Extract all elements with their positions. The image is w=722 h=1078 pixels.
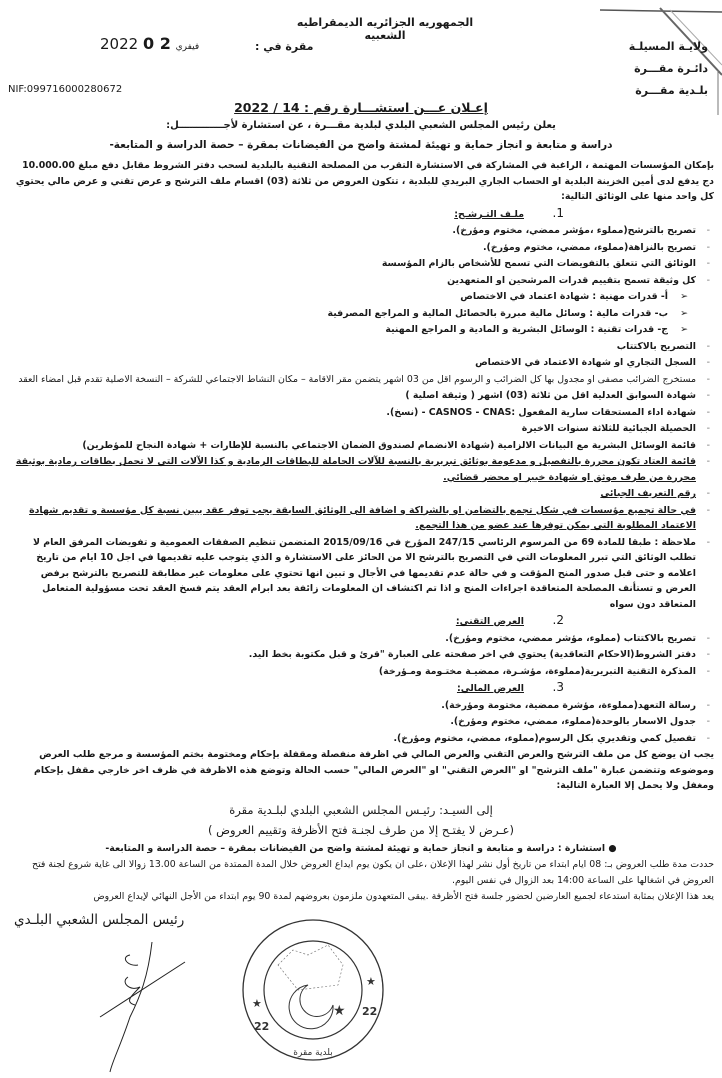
announcement-subject: دراسة و متابعة و انجاز حماية و تهيئة لمشتة واضح من الفيضانات بمقرة – حصة الدراسة و المتابعة- [109, 139, 613, 151]
svg-text:★: ★ [333, 1002, 346, 1019]
nif-number: NIF:099716000280672 [8, 84, 123, 95]
section-2-heading: 2.العرض التقني: [455, 613, 564, 627]
stamp-number: 22 [362, 1004, 378, 1018]
document-body [8, 158, 714, 1078]
list-item: - الحصيلة الجبائية للثلاثة سنوات الاخيرة [8, 421, 714, 437]
wilaya: ولايـة المسيلـة [628, 40, 708, 53]
consultation-line: ● استشارة : دراسة و متابعة و انجاز حماية و تهيئة لمشتة واضح من الفيضانات بمقرة – حصة الدراسة و المتابعة- [105, 842, 617, 854]
svg-text:★: ★ [366, 974, 376, 988]
daira: دائـرة مقـــرة [634, 62, 708, 75]
list-item: - رسالة التعهد(مملوءة، مؤشرة ممضية، مختومة ومؤرخة). [8, 698, 714, 714]
deadline-paragraph: حددت مدة طلب العروض بـ: 08 ايام ابتداء من تاريخ أول نشر لهذا الإعلان ،على ان يكون يوم ايداع العروض خلال المدة الممتدة من الساعة 13.00 زوالا الى غاية شروع لجنة فتح العروض في اشغالها على الساعة 14:00 بعد الزوال في نفس اليوم. [32, 859, 714, 886]
svg-text:★: ★ [252, 996, 262, 1010]
sub-item: ➢ ج- قدرات تقنية : الوسائل البشرية و المادية و المراجع المهنية [8, 322, 714, 338]
validity-paragraph: يعد هذا الإعلان بمثابة استدعاء لجميع العارضين لحضور جلسة فتح الأظرفة .يبقى المتعهدون ملزمون بعروضهم لمدة 90 يوم ابتداء من الأجل النهائي لإيداع العروض [93, 891, 714, 902]
stamp-number: 22 [254, 1019, 270, 1033]
list-item: - تصريح بالنزاهة(مملوء، ممضي، مختوم ومؤرخ). [8, 240, 714, 256]
do-not-open-line: (عـرض لا يفتـح إلا من طرف لجنـة فتح الأظرفة وتقييم العروض ) [207, 822, 515, 837]
list-item: - قائمة الوسائل البشرية مع البيانات الالزامية (شهادة الانضمام لصندوق الضمان الاجتماعي بالنسبة للإطارات + شهادة النجاح للمؤطرين) [8, 438, 714, 454]
list-item: - مستخرج الضرائب مصفى او مجدول بها كل الضرائب و الرسوم اقل من 03 اشهر يتضمن مقر الاقامة – مكان النشاط الاجتماعي للشركة – النسخة الاصلية تقدم قبل امضاء العقد [8, 372, 714, 388]
signature-image [90, 937, 200, 1077]
list-item: - المذكرة التقنية التبريرية(مملوءة، مؤشـرة، ممضيـة مختـومة ومـؤرخة) [8, 664, 714, 680]
date-day: 2 0 [142, 34, 171, 53]
republic-heading: الجمهوريه الجزائريه الديمقراطيه الشعبيه [296, 16, 474, 42]
list-item: - تصريح بالترشح(مملوء ،مؤشر ممضي، مختوم ومؤرخ). [8, 223, 714, 239]
envelope-paragraph: يجب ان يوضع كل من ملف الترشح والعرض التقني والعرض المالي في اظرفة منفصلة ومقفلة بإحكام ومختومة بختم المؤسسة و مرجع طلب العرض وموضوعه وتتضمن عبارة "ملف الترشح" او "العرض التقني" او "العرض المالي" حسب الحالة وتوضع هذه الاظرفة في ظرف اخر خارجي مقفل بإحكام ومغفل ولا يحمل إلا العبارة التالية: [33, 749, 714, 791]
list-item: - جدول الاسعار بالوحدة(مملوء، ممضي، مختوم ومؤرخ). [8, 714, 714, 730]
list-item: - شهادة اداء المستحقات سارية المفعول :CASNOS - CNAS - (نسخ). [8, 405, 714, 421]
address-line: إلى السيـد: رئيـس المجلس الشعبي البلدي لبلـدية مقرة [229, 802, 493, 817]
section-title: ملـف التـرشـح: [454, 208, 524, 220]
list-item: - تفصيل كمي وتقديري بكل الرسوم(مملوء، ممضي، مختوم ومؤرخ). [8, 731, 714, 747]
list-item: - كل وثيقة تسمح بتقييم قدرات المرشحين او المتعهدين [8, 273, 714, 289]
section-title: العرض المالي: [456, 683, 524, 694]
sub-item: ➢ ب- قدرات مالية : وسائل مالية مبررة بالحصائل المالية و المراجع المصرفية [8, 306, 714, 322]
place-label: مقرة في : [255, 40, 314, 53]
intro-paragraph: بإمكان المؤسسات المهتمة ، الراغبة في المشاركة في الاستشارة التقرب من المصلحة التقنية بالبلدية لسحب دفتر الشروط مقابل دفع مبلغ 10.000.00 دج يدفع لدى أمين الخزينة البلدية او الحساب الجاري البريدي للبلدية ، تتكون العروض من ثلاثة (03) اقسام ملف الترشح و عرض تقني و عرض مالي يحتوي كل واحد منها على الوثائق التالية: [15, 160, 714, 202]
list-item: - الوثائق التي تتعلق بالتفويضات التي تسمح للأشخاص بالزام المؤسسة [8, 256, 714, 272]
list-item: - السجل التجاري او شهادة الاعتماد في الاختصاص [8, 355, 714, 371]
announcement-title: إعـلان عـــن استشـــارة رقم : 14 / 2022 [234, 100, 488, 115]
date-year: 2022 [100, 35, 139, 53]
bullet-icon: ● [605, 842, 617, 854]
section-3-heading: 3.العرض المالي: [456, 680, 564, 694]
list-item: - رقم التعريف الجبائي [8, 486, 714, 502]
note-paragraph: - ملاحظة : طبقا للمادة 69 من المرسوم الرئاسي 247/15 المؤرخ في 2015/09/16 المتضمن تنظيم الصفقات العمومية و تفويضات المرفق العام لا تطلب الوثائق التي تبرر المعلومات التي في التصريح بالترشح الا من الحائز على الاستشارة و الذي يتوجب عليه تقديمها في اجل 10 ايام من تاريخ اعلامه و حتى قبل صدور المنح المؤقت و في حالة عدم تقديمها في الأجال و تبين انها تحتوي على معلومات غير مطابقة للتصريح بالترشح برفض العرض و تستأنف المصلحة المتعاقدة اجراءات المنح و اذا تم اكتشاف ان المعلومات زائفة بعد ابرام العقد يتم فسخ العقد تحت مسؤولية المتعامل المتعاقد دون سواه [8, 535, 714, 613]
section-title: العرض التقني: [455, 616, 524, 627]
date [100, 34, 199, 53]
list-item: - شهادة السوابق العدلية اقل من ثلاثة (03) اشهر ( وثيقة اصلية ) [8, 388, 714, 404]
list-item: - دفتر الشروط(الاحكام التعاقدية) يحتوي في اخر صفحته على العبارة "قرئ و قبل مكتوبة بخط اليد. [8, 647, 714, 663]
section-1-heading: 1.ملـف التـرشـح: [454, 205, 564, 220]
list-item: - قائمة العتاد تكون محررة بالتفصيل و مدعومة بوثائق تبريرية بالنسبة للآلات الحاملة للبطاقات الرمادية و كذا الآلات التي لا تحمل بطاقات رمادية بوثيقة محررة من طرف موثق او شهادة خبير او محضر قضائي. [8, 454, 714, 485]
announcement-subtitle: يعلن رئيس المجلس الشعبي البلدي لبلدية مقـــرة ، عن استشارة لأجـــــــــــــل: [166, 120, 556, 131]
list-item: - تصريح بالاكتتاب (مملوء، مؤشر ممضي، مختوم ومؤرخ). [8, 631, 714, 647]
list-item: - التصريح بالاكتتاب [8, 339, 714, 355]
signature-block [8, 913, 714, 1078]
list-item: - في حالة تجميع مؤسسات في شكل تجمع بالتضامن او بالشراكة و اضافة الى الوثائق السابقة يجب توفر عقد يبين نسبة كل مؤسسة و تقديم شهادة الاعتماد المطلوبة التي يمكن توفرها عند عضو من هذا التجمع. [8, 503, 714, 534]
official-stamp [238, 915, 388, 1075]
sub-item: ➢ أ- قدرات مهنية : شهادة اعتماد في الاختصاص [8, 289, 714, 305]
commune: بلـدية مقـــرة [635, 84, 708, 97]
date-month: فيفري [175, 42, 200, 52]
signature-title: رئيس المجلس الشعبي البلـدي [14, 911, 185, 928]
stamp-commune-text: بلدية مقرة [293, 1047, 333, 1058]
